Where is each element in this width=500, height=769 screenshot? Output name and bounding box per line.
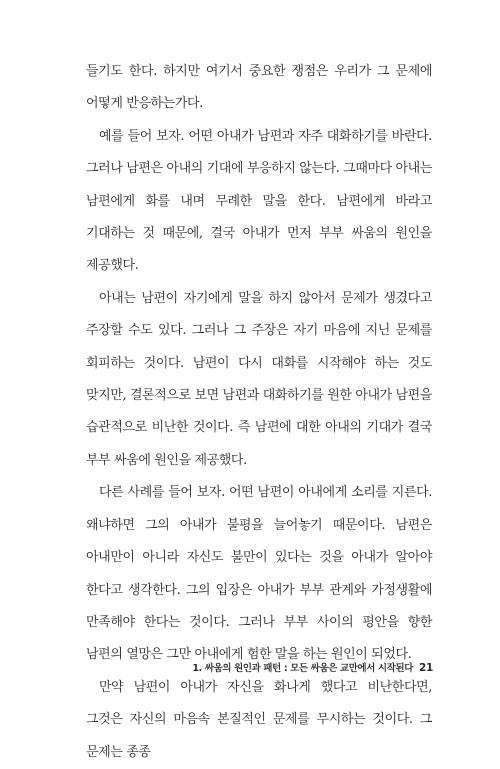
paragraph-husband-example: 다른 사례를 들어 보자. 어떤 남편이 아내에게 소리를 지른다. 왜냐하면 그의 아내가 불평을 늘어놓기 때문이다. 남편은 아내만이 아니라 자신도 불만이 있다는 것을 아내가 알아야 한다고 생각한다. 그의 입장은 아내가 부부 관계와 가정생활에 만족해야 한다는 것이다. 그러나 부부 사이의 평안을 향한 남편의 열망은 그만 아내에게 험한 말을 하는 원인이 되었다. <box>86 485 432 663</box>
running-title: 1. 싸움의 원인과 패턴 : 모든 싸움은 교만에서 시작된다 <box>192 663 413 674</box>
paragraph-continuation: 들기도 한다. 하지만 여기서 중요한 쟁점은 우리가 그 문제에 어떻게 반응하는가다. <box>86 64 432 112</box>
paragraph-husband-blame: 만약 남편이 아내가 자신을 화나게 했다고 비난한다면, 그것은 자신의 마음속 본질적인 문제를 무시하는 것이다. 그 문제는 종종 <box>86 679 432 760</box>
paragraph-wife-example: 예를 들어 보자. 어떤 아내가 남편과 자주 대화하기를 바란다. 그러나 남편은 아내의 기대에 부응하지 않는다. 그때마다 아내는 남편에게 화를 내며 무례한 말을 한다. 남편에게 바라고 기대하는 것 때문에, 결국 아내가 먼저 부부 싸움의 원인을 제공했다. <box>86 128 432 274</box>
paragraph-wife-claim: 아내는 남편이 자기에게 말을 하지 않아서 문제가 생겼다고 주장할 수도 있다. 그러나 그 주장은 자기 마음에 지닌 문제를 회피하는 것이다. 남편이 다시 대화를 시작해야 하는 것도 맞지만, 결론적으로 보면 남편과 대화하기를 원한 아내가 남편을 습관적으로 비난한 것이다. 즉 남편에 대한 아내의 기대가 결국 부부 싸움에 원인을 제공했다. <box>86 290 432 468</box>
page-number: 21 <box>418 662 433 674</box>
page-footer <box>192 660 433 674</box>
